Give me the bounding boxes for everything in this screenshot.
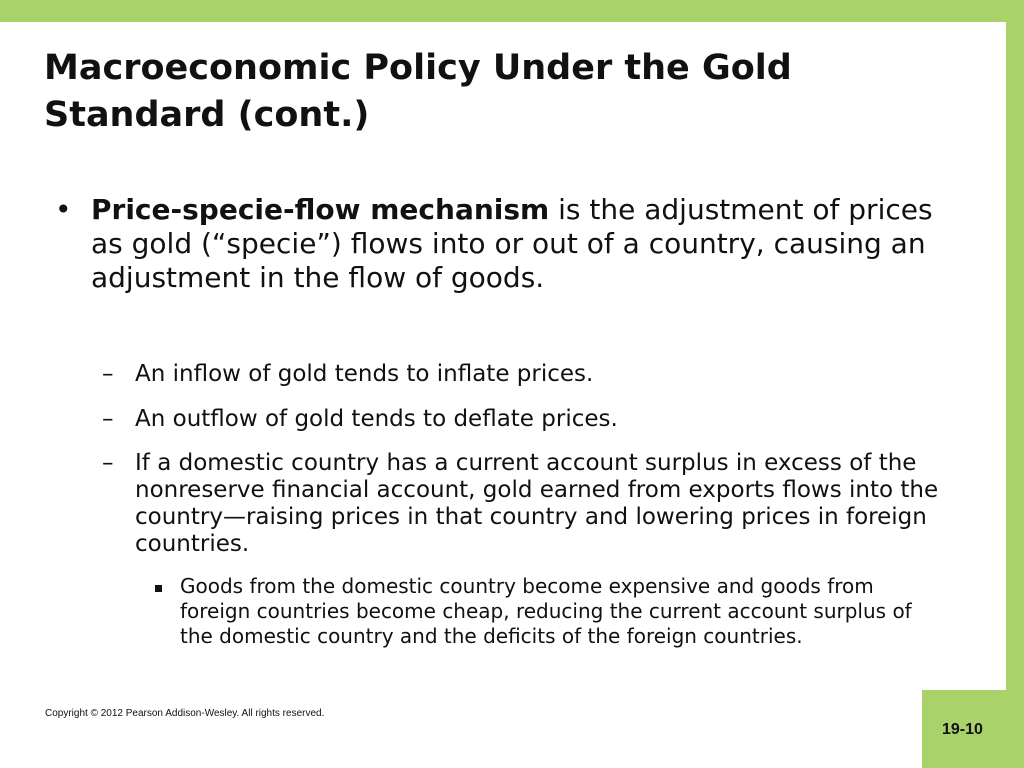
- sub-bullet-text: An inflow of gold tends to inflate prices.: [135, 361, 594, 387]
- dash-marker: –: [102, 450, 114, 476]
- dash-marker: –: [102, 361, 114, 387]
- sub-bullet-inflow: [102, 361, 945, 388]
- sub-bullet-text: An outflow of gold tends to deflate prices.: [135, 406, 618, 432]
- dash-marker: –: [102, 406, 114, 432]
- bullet-term: Price-specie-flow mechanism: [91, 193, 550, 226]
- sub-sub-bullet: [180, 574, 940, 649]
- bullet-text: is the adjustment of prices as gold (“specie”) flows into or out of a country, causing an adjustment in the flow of goods.: [91, 193, 933, 294]
- bullet-marker: •: [55, 193, 72, 226]
- copyright-notice: Copyright © 2012 Pearson Addison-Wesley. All rights reserved.: [45, 708, 325, 719]
- slide: [0, 22, 1006, 768]
- sub-bullet-surplus: [102, 450, 945, 558]
- main-bullet: [55, 193, 961, 295]
- slide-title: Macroeconomic Policy Under the Gold Standard (cont.): [44, 48, 792, 135]
- sub-bullet-outflow: [102, 406, 945, 433]
- sub-sub-bullet-text: Goods from the domestic country become expensive and goods from foreign countries become cheap, reducing the current account surplus of the domestic country and the deficits of the foreign countries.: [180, 574, 912, 648]
- page-number: 19-10: [942, 721, 983, 738]
- sub-bullet-text: If a domestic country has a current account surplus in excess of the nonreserve financial account, gold earned from exports flows into the country—raising prices in that country and lowering prices in foreign countries.: [135, 450, 939, 557]
- square-bullet-icon: [155, 585, 162, 592]
